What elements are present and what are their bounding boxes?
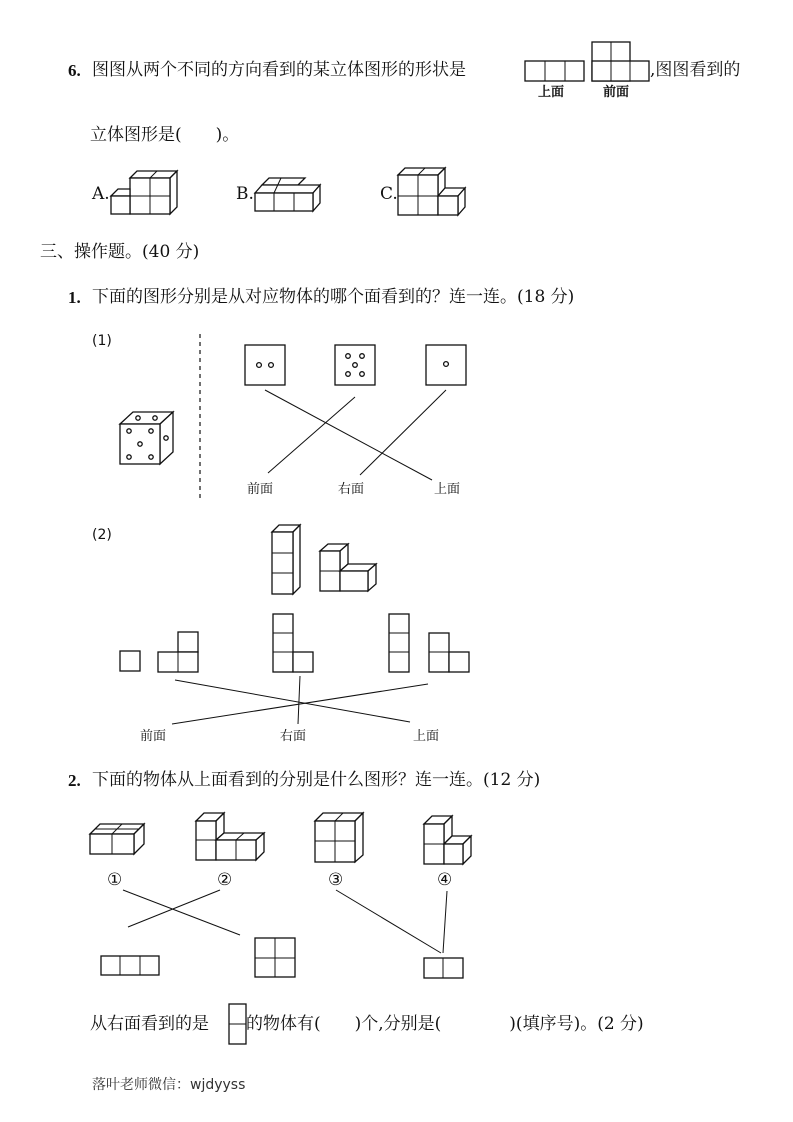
l-shape-object — [320, 544, 376, 591]
top-view-two-row[interactable] — [424, 958, 463, 978]
s3q2-fill-a: 从右面看到的是 — [90, 1014, 209, 1034]
q6-number: 6. — [68, 61, 81, 80]
s3q1-number: 1. — [68, 288, 81, 307]
s3q1-p1-label-front: 前面 — [247, 482, 274, 497]
s3q2-circled-1: ① — [107, 870, 123, 890]
q6-label-top: 上面 — [538, 85, 565, 100]
s3q2-fill-b: 的物体有( )个,分别是( )(填序号)。(2 分) — [246, 1014, 644, 1034]
s3q1-p2-label-top: 上面 — [413, 729, 440, 744]
option-b-solid — [255, 178, 320, 211]
q6-opt-b[interactable]: B. — [236, 184, 254, 204]
q6-label-front: 前面 — [603, 85, 630, 100]
s3q1-part1-label: (1) — [92, 333, 112, 349]
q6-opt-a[interactable]: A. — [92, 184, 110, 204]
top-view-two-by-two[interactable] — [255, 938, 295, 977]
face-five-dots[interactable] — [335, 345, 375, 385]
q6-text-b: ,图图看到的 — [650, 60, 741, 80]
section3-heading: 三、操作题。(40 分) — [40, 242, 200, 262]
s3q2-circled-3: ③ — [328, 870, 344, 890]
s3q2-number: 2. — [68, 771, 81, 790]
dice-figure — [120, 412, 173, 464]
face-two-dots[interactable] — [245, 345, 285, 385]
s3q1-p2-label-front: 前面 — [140, 729, 167, 744]
s3q2-text: 下面的物体从上面看到的分别是什么图形？连一连。(12 分) — [92, 770, 541, 790]
q6-text-a: 图图从两个不同的方向看到的某立体图形的形状是 — [92, 60, 466, 80]
object-4 — [424, 816, 471, 864]
view-tall-l[interactable] — [273, 614, 313, 672]
watermark: 落叶老师微信：wjdyyss — [92, 1077, 246, 1093]
s3q1-part2-label: (2) — [92, 527, 112, 543]
q6-text-line2: 立体图形是( )。 — [90, 125, 240, 145]
q6-front-view-figure — [592, 42, 649, 81]
object-1 — [90, 824, 144, 854]
object-2 — [196, 813, 264, 860]
view-medium-l[interactable] — [429, 633, 469, 672]
tall-stack-object — [272, 525, 300, 594]
q6-opt-c[interactable]: C. — [380, 184, 398, 204]
inline-right-view-figure — [229, 1004, 246, 1044]
part1-match-lines — [265, 390, 446, 480]
view-small-l[interactable] — [158, 632, 198, 672]
s3q2-circled-2: ② — [217, 870, 233, 890]
top-view-three-row[interactable] — [101, 956, 159, 975]
s3q1-text: 下面的图形分别是从对应物体的哪个面看到的？连一连。(18 分) — [92, 287, 575, 307]
view-tall-column[interactable] — [389, 614, 409, 672]
object-3 — [315, 813, 363, 862]
part2-match-lines — [172, 676, 428, 724]
s3q1-p2-label-right: 右面 — [280, 729, 307, 744]
s3q1-p1-label-right: 右面 — [338, 482, 365, 497]
s3q1-p1-label-top: 上面 — [434, 482, 461, 497]
face-one-dot[interactable] — [426, 345, 466, 385]
q6-top-view-figure — [525, 61, 584, 81]
option-a-solid — [111, 171, 177, 214]
option-c-solid — [398, 168, 465, 215]
view-single-square[interactable] — [120, 651, 140, 671]
s3q2-circled-4: ④ — [437, 870, 453, 890]
